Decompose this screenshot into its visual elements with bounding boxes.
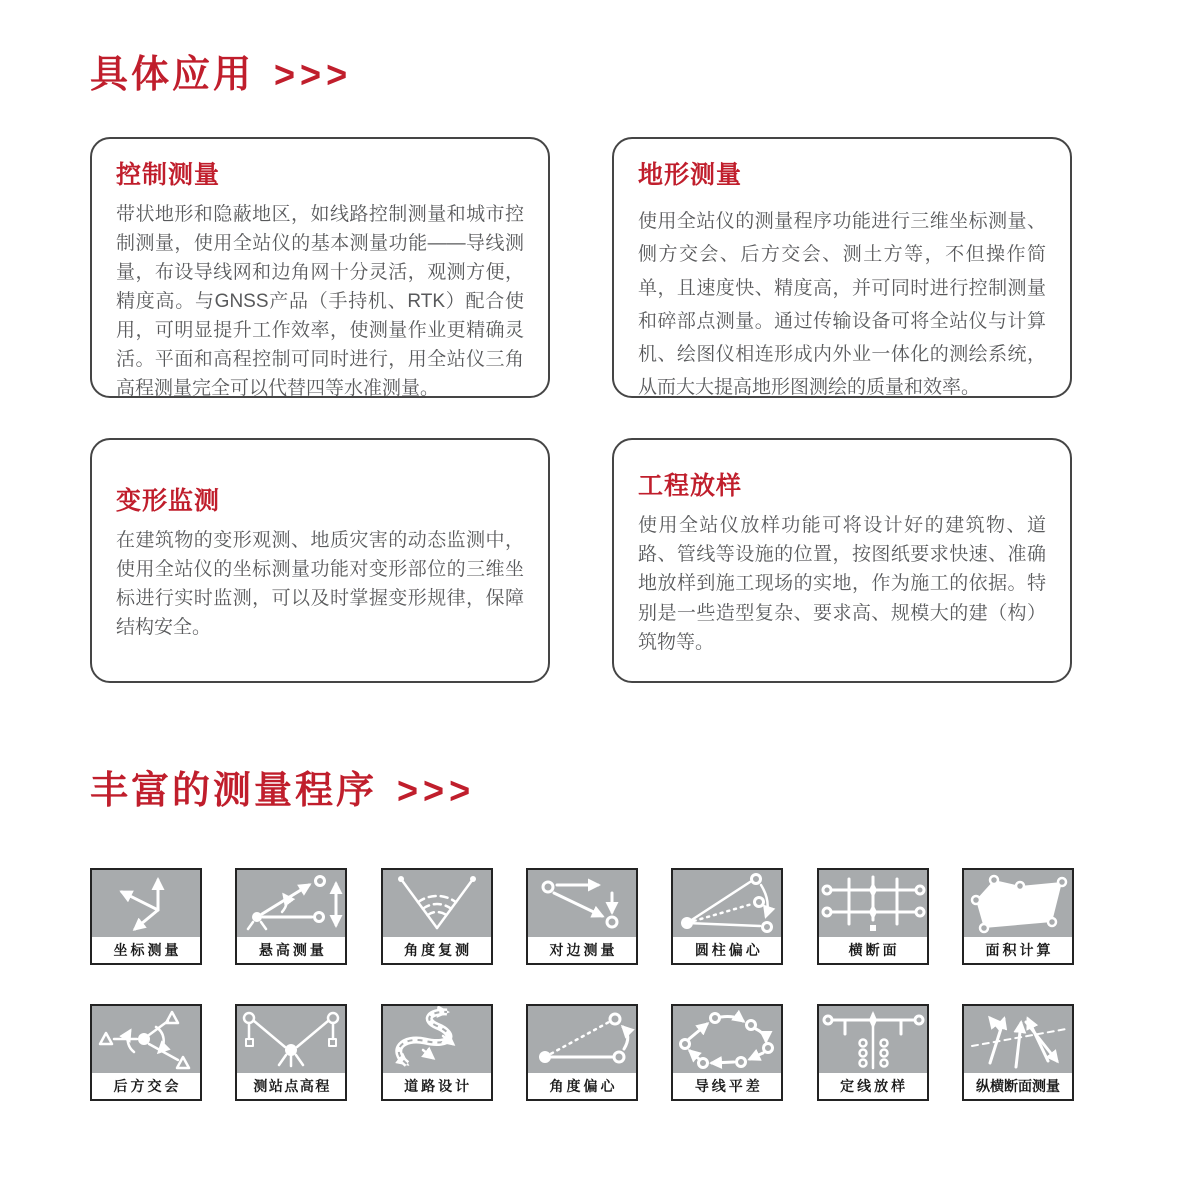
cross-section-icon [819, 870, 927, 937]
card-topographic-survey [612, 137, 1072, 398]
chevrons-icon: >>> [274, 52, 353, 96]
tile-profile-section-measurement [962, 1004, 1074, 1101]
tile-label: 圆柱偏心 [694, 942, 763, 958]
coordinate-axes-icon [92, 870, 200, 937]
section-programs-header [90, 768, 476, 812]
card-body: 带状地形和隐蔽地区，如线路控制测量和城市控制测量，使用全站仪的基本测量功能——导线测量，布设导线网和边角网十分灵活，观测方便，精度高。与GNSS产品（手持机、RTK）配合使用，可明显提升工作效率，使测量作业更精确灵活。平面和高程控制可同时进行，用全站仪三角高程测量完全可以代替四等水准测量。 [116, 204, 524, 400]
chevrons-icon: >>> [397, 768, 476, 812]
tile-cylinder-offset [671, 868, 783, 965]
tile-angle-repetition [381, 868, 493, 965]
card-title: 变形监测 [116, 486, 221, 515]
cylinder-offset-icon [673, 870, 781, 937]
resection-icon [92, 1006, 200, 1073]
program-tiles-row-1 [90, 868, 1074, 965]
tile-label: 角度复测 [404, 942, 473, 958]
card-deformation-monitoring [90, 438, 550, 683]
tile-label: 道路设计 [404, 1078, 473, 1094]
card-title: 工程放样 [638, 472, 743, 501]
tile-label: 面积计算 [985, 942, 1054, 958]
tile-area-calculation [962, 868, 1074, 965]
tile-resection [90, 1004, 202, 1101]
tile-label: 横断面 [848, 942, 900, 958]
card-engineering-stakeout [612, 438, 1072, 683]
tile-road-design [381, 1004, 493, 1101]
remote-elevation-icon [237, 870, 345, 937]
card-title: 地形测量 [638, 161, 743, 189]
tile-label: 坐标测量 [113, 942, 182, 958]
tile-label: 角度偏心 [549, 1078, 618, 1094]
profile-section-icon [964, 1006, 1072, 1073]
section-programs-title: 丰富的测量程序 [90, 770, 378, 812]
area-calculation-icon [964, 870, 1072, 937]
card-body: 在建筑物的变形观测、地质灾害的动态监测中，使用全站仪的坐标测量功能对变形部位的三维坐标进行实时监测，可以及时掌握变形规律，保障结构安全。 [116, 529, 524, 639]
tile-station-elevation [235, 1004, 347, 1101]
traverse-adjustment-icon [673, 1006, 781, 1073]
tile-traverse-adjustment [671, 1004, 783, 1101]
angle-repetition-icon [383, 870, 491, 937]
tile-label: 导线平差 [694, 1078, 763, 1094]
card-body: 使用全站仪放样功能可将设计好的建筑物、道路、管线等设施的位置，按图纸要求快速、准确地放样到施工现场的实地，作为施工的依据。特别是一些造型复杂、要求高、规模大的建（构）筑物等。 [638, 515, 1046, 653]
station-elevation-icon [237, 1006, 345, 1073]
card-control-survey [90, 137, 550, 398]
alignment-stakeout-icon [819, 1006, 927, 1073]
tile-cross-section [817, 868, 929, 965]
card-title: 控制测量 [116, 161, 221, 189]
tile-coordinate-measurement [90, 868, 202, 965]
tile-label: 纵横断面测量 [975, 1078, 1060, 1094]
tile-label: 对边测量 [549, 942, 618, 958]
tile-label: 定线放样 [840, 1078, 909, 1094]
missing-line-icon [528, 870, 636, 937]
tile-label: 悬高测量 [258, 942, 327, 958]
tile-label: 测站点高程 [253, 1078, 331, 1094]
tile-angle-offset [526, 1004, 638, 1101]
road-design-icon [383, 1006, 491, 1073]
section-applications-title: 具体应用 [90, 54, 255, 96]
program-tiles-row-2 [90, 1004, 1074, 1101]
angle-offset-icon [528, 1006, 636, 1073]
tile-label: 后方交会 [113, 1078, 182, 1094]
tile-remote-elevation [235, 868, 347, 965]
section-applications-header [90, 52, 353, 96]
tile-missing-line-measurement [526, 868, 638, 965]
tile-alignment-stakeout [817, 1004, 929, 1101]
card-body: 使用全站仪的测量程序功能进行三维坐标测量、侧方交会、后方交会、测土方等，不但操作简单，且速度快、精度高，并可同时进行控制测量和碎部点测量。通过传输设备可将全站仪与计算机、绘图仪相连形成内外业一体化的测绘系统，从而大大提高地形图测绘的质量和效率。 [638, 211, 1046, 399]
